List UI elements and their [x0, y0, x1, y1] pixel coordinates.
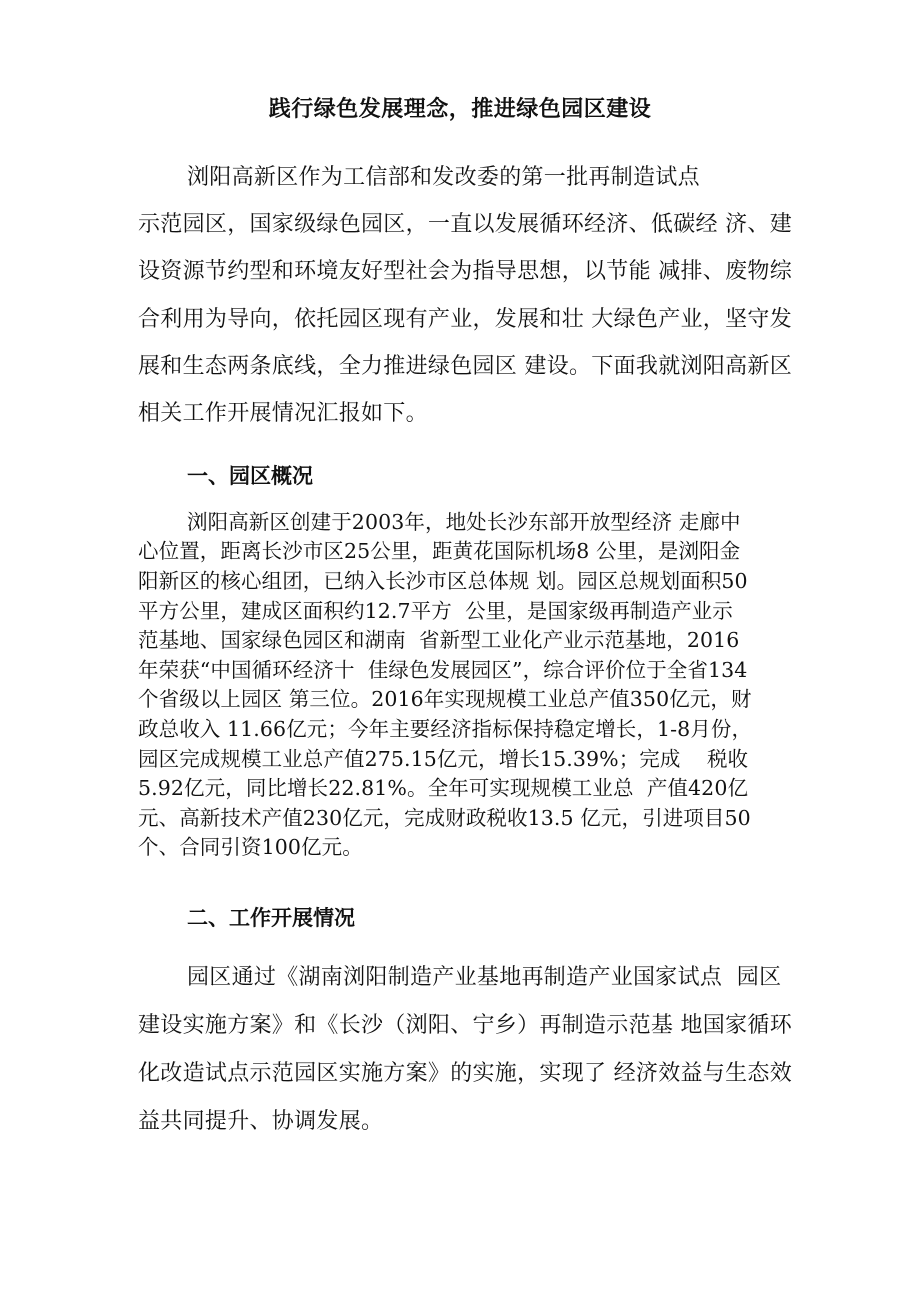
overview-line: 阳新区的核心组团，已纳入长沙市区总体规 划。园区总规划面积50 — [138, 569, 748, 593]
intro-line: 浏阳高新区作为工信部和发改委的第一批再制造试点 — [187, 165, 700, 190]
intro-line: 展和生态两条底线，全力推进绿色园区 建设。下面我就浏阳高新区 — [138, 354, 792, 379]
work-line: 园区通过《湖南浏阳制造产业基地再制造产业国家试点 园区 — [187, 965, 782, 990]
overview-line: 浏阳高新区创建于2003年，地处长沙东部开放型经济 走廊中 — [187, 510, 741, 534]
document-title: 践行绿色发展理念，推进绿色园区建设 — [268, 97, 652, 122]
work-line: 化改造试点示范园区实施方案》的实施，实现了 经济效益与生态效 — [138, 1061, 792, 1086]
overview-line: 范基地、国家绿色园区和湖南 省新型工业化产业示范基地，2016 — [138, 628, 740, 652]
overview-line: 平方公里，建成区面积约12.7平方 公里，是国家级再制造产业示 — [138, 599, 733, 623]
overview-line: 心位置，距离长沙市区25公里，距黄花国际机场8 公里，是浏阳金 — [138, 539, 741, 563]
overview-line: 园区完成规模工业总产值275.15亿元，增长15.39%；完成 税收 — [138, 747, 749, 771]
overview-line: 个省级以上园区 第三位。2016年实现规模工业总产值350亿元，财 — [138, 687, 752, 711]
overview-line: 个、合同引资100亿元。 — [138, 835, 363, 859]
overview-line: 政总收入 11.66亿元；今年主要经济指标保持稳定增长，1-8月份， — [138, 717, 753, 741]
overview-line: 5.92亿元，同比增长22.81%。全年可实现规模工业总 产值420亿 — [138, 776, 749, 800]
work-line: 益共同提升、协调发展。 — [138, 1109, 384, 1134]
intro-line: 相关工作开展情况汇报如下。 — [138, 401, 428, 426]
overview-line: 年荣获“中国循环经济十 佳绿色发展园区”，综合评价位于全省134 — [138, 658, 748, 682]
section-heading-work: 二、工作开展情况 — [187, 906, 355, 930]
overview-line: 元、高新技术产值230亿元，完成财政税收13.5 亿元，引进项目50 — [138, 806, 751, 830]
section-heading-overview: 一、园区概况 — [187, 464, 313, 488]
work-line: 建设实施方案》和《长沙（浏阳、宁乡）再制造示范基 地国家循环 — [138, 1013, 792, 1038]
intro-line: 示范园区，国家级绿色园区，一直以发展循环经济、低碳经 济、建 — [138, 212, 792, 237]
intro-line: 设资源节约型和环境友好型社会为指导思想，以节能 减排、废物综 — [138, 259, 792, 284]
intro-line: 合利用为导向，依托园区现有产业，发展和壮 大绿色产业，坚守发 — [138, 307, 792, 332]
